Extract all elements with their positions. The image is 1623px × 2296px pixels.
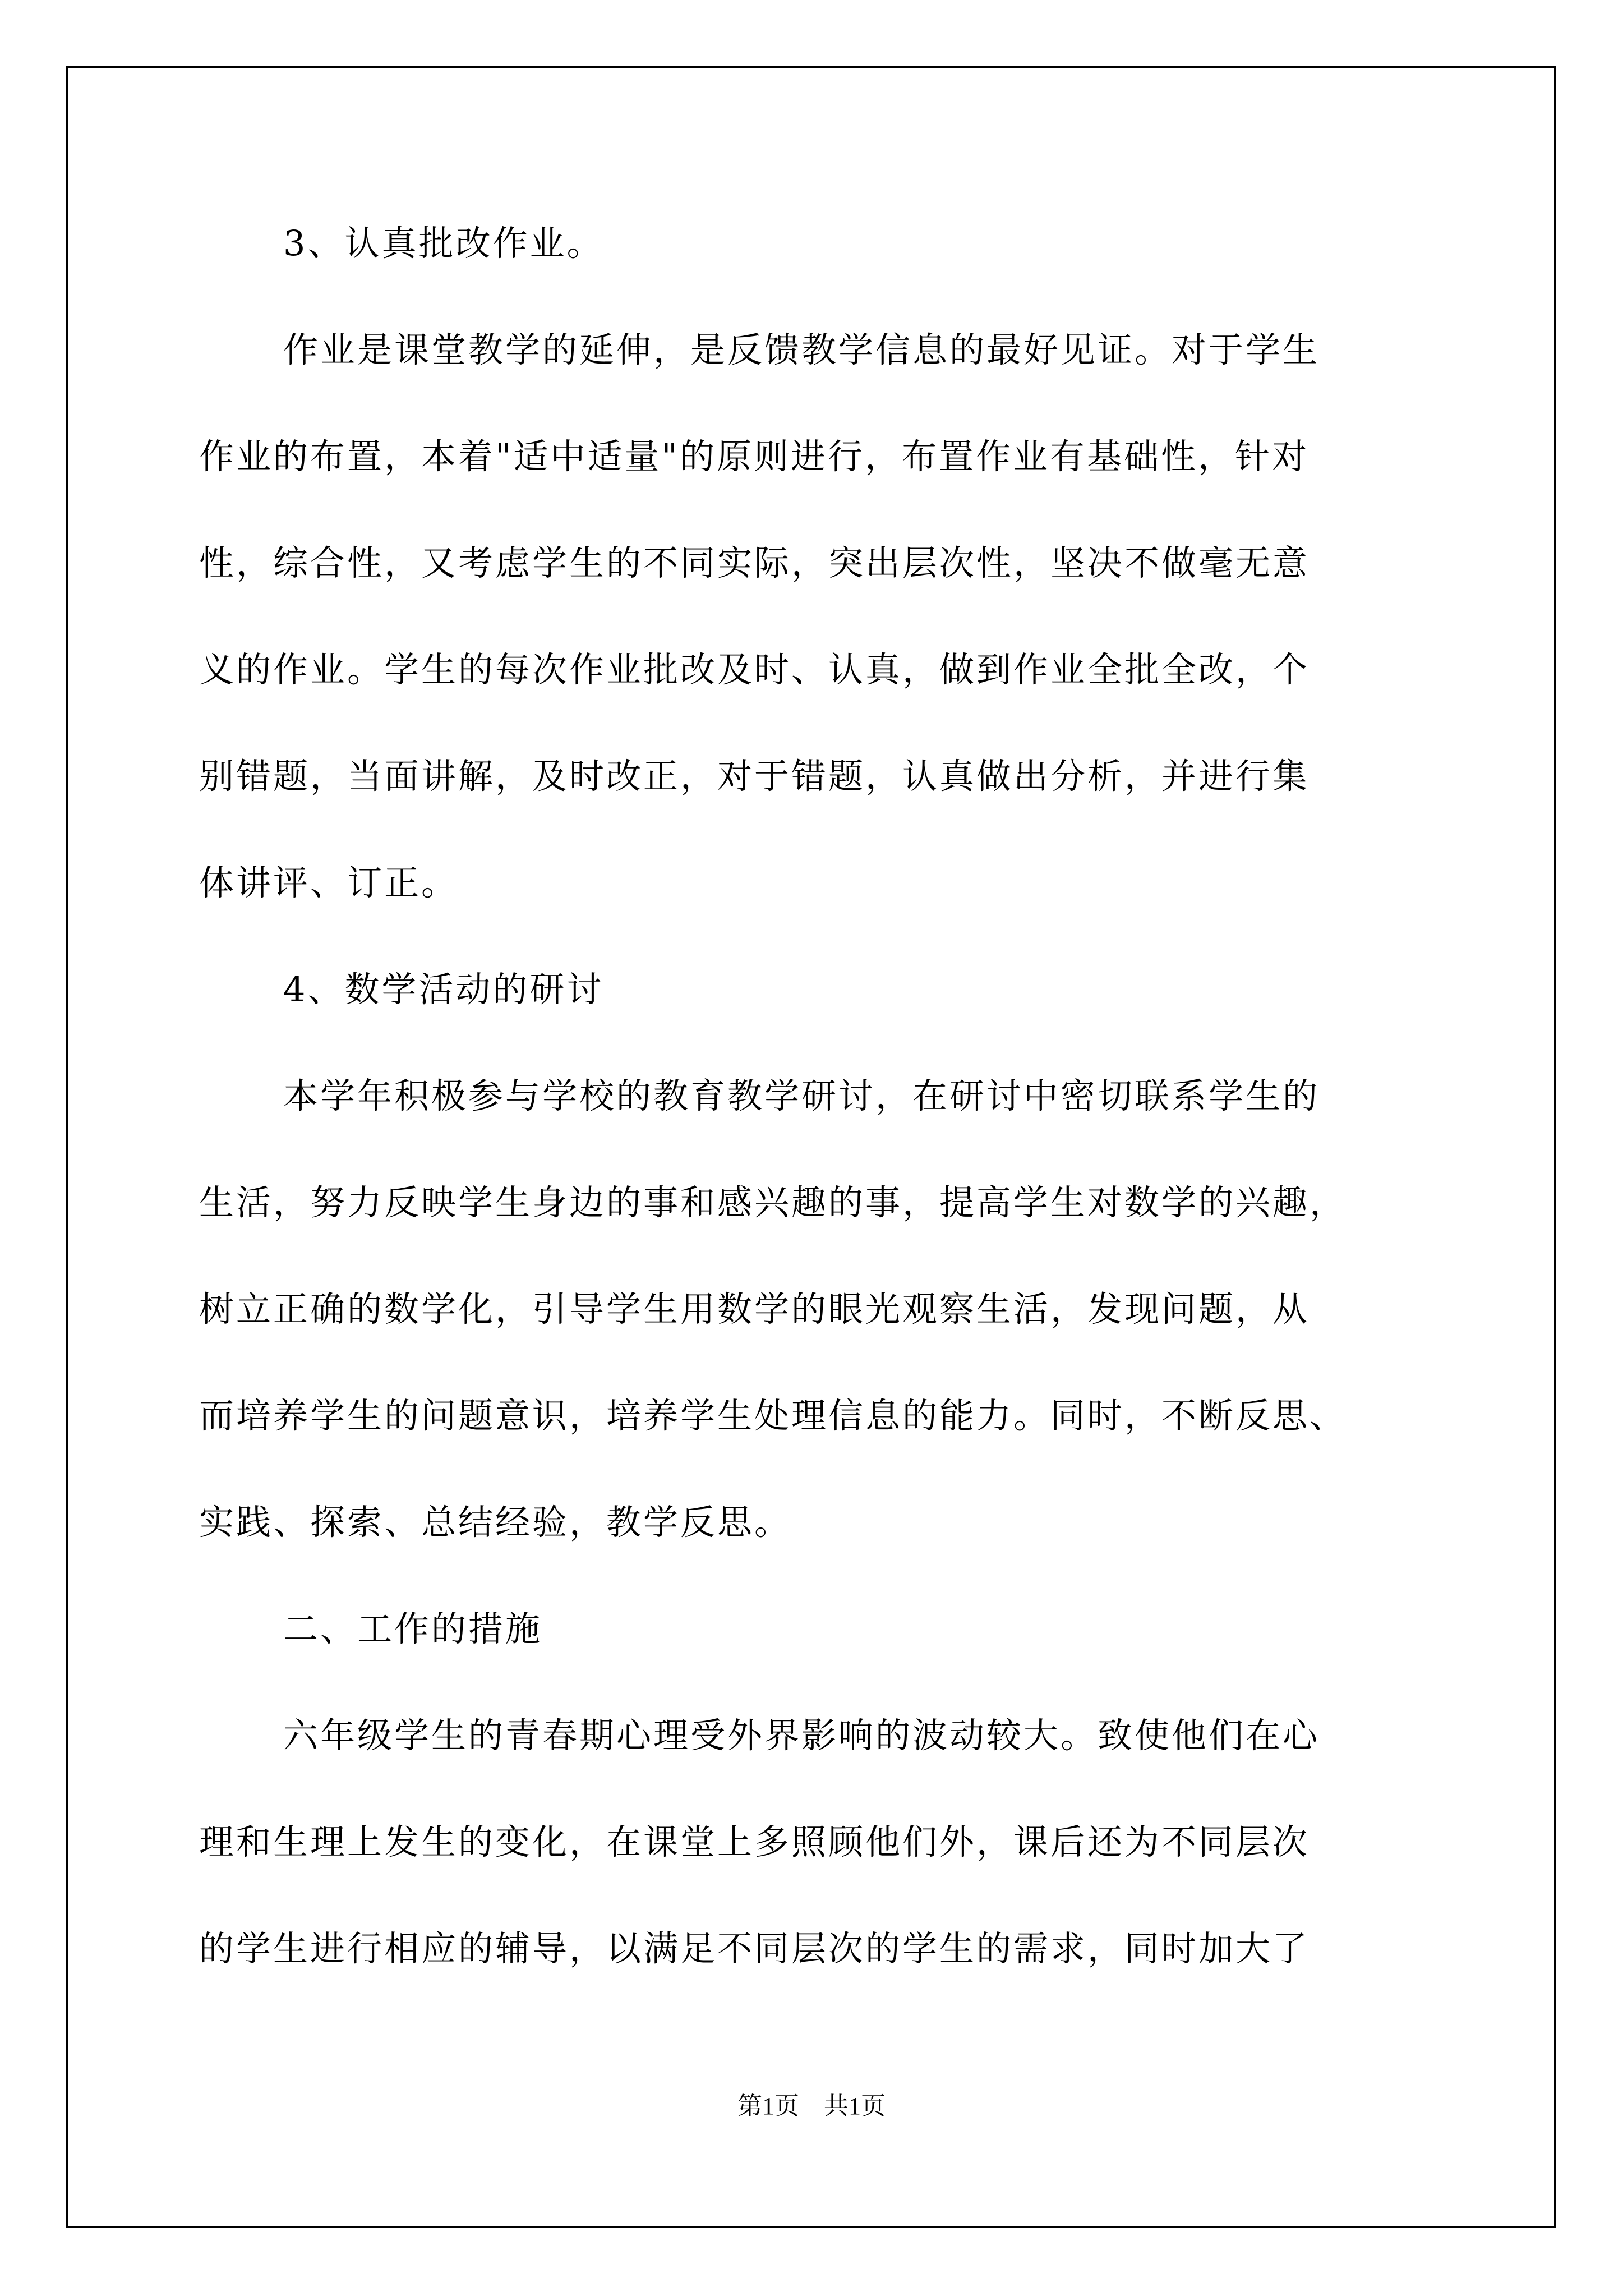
paragraph-line: 本学年积极参与学校的教育教学研讨，在研讨中密切联系学生的 [283, 1075, 1320, 1116]
paragraph-line: 的学生进行相应的辅导，以满足不同层次的学生的需求，同时加大了 [199, 1928, 1310, 1969]
page-number-footer: 第1页 共1页 [737, 2092, 886, 2120]
paragraph-line: 体讲评、订正。 [199, 862, 459, 903]
paragraph-line: 作业是课堂教学的延伸，是反馈教学信息的最好见证。对于学生 [283, 329, 1320, 370]
heading-work-measures: 二、工作的措施 [283, 1608, 543, 1649]
paragraph-line: 六年级学生的青春期心理受外界影响的波动较大。致使他们在心 [283, 1715, 1320, 1756]
page-border [66, 66, 1556, 2228]
paragraph-line: 实践、探索、总结经验，教学反思。 [199, 1502, 792, 1543]
paragraph-line: 而培养学生的问题意识，培养学生处理信息的能力。同时，不断反思、 [199, 1395, 1347, 1436]
paragraph-line: 义的作业。学生的每次作业批改及时、认真，做到作业全批全改，个 [199, 649, 1310, 690]
paragraph-line: 生活，努力反映学生身边的事和感兴趣的事，提高学生对数学的兴趣， [199, 1182, 1347, 1223]
paragraph-line: 作业的布置，本着"适中适量"的原则进行，布置作业有基础性，针对 [199, 436, 1310, 477]
paragraph-line: 别错题，当面讲解，及时改正，对于错题，认真做出分析，并进行集 [199, 756, 1310, 797]
paragraph-line: 性，综合性，又考虑学生的不同实际，突出层次性，坚决不做毫无意 [199, 542, 1310, 583]
heading-homework: 3、认真批改作业。 [283, 223, 604, 264]
paragraph-line: 树立正确的数学化，引导学生用数学的眼光观察生活，发现问题，从 [199, 1289, 1310, 1329]
paragraph-line: 理和生理上发生的变化，在课堂上多照顾他们外，课后还为不同层次 [199, 1821, 1310, 1862]
heading-math-activity: 4、数学活动的研讨 [283, 969, 604, 1010]
